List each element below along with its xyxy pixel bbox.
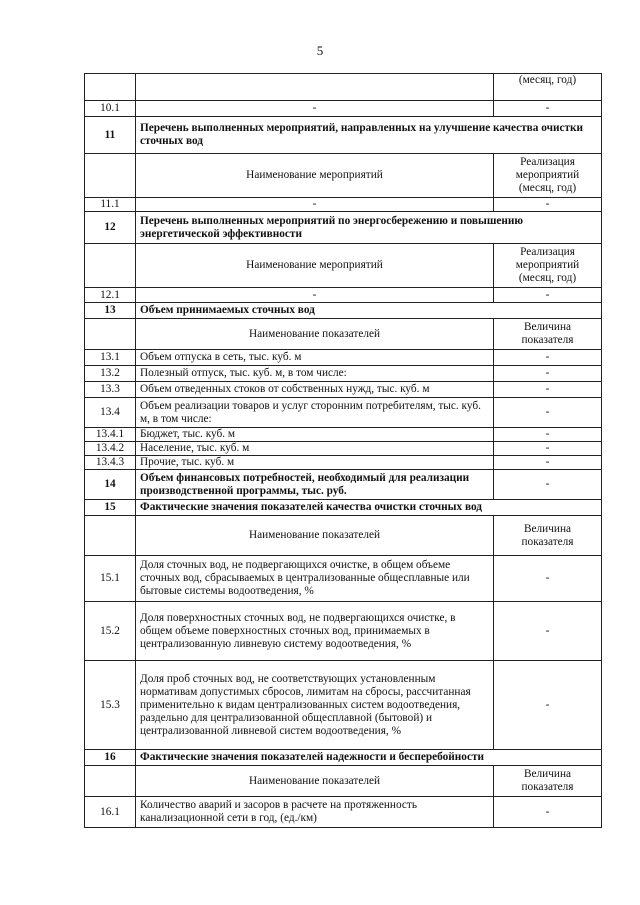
row-text: - bbox=[136, 288, 494, 303]
column-header-name: Наименование показателей bbox=[136, 766, 494, 797]
row-number: 13.4.2 bbox=[85, 442, 136, 456]
row-value: - bbox=[494, 602, 602, 661]
section-title: Перечень выполненных мероприятий, направленных на улучшение качества очистки сточных вод bbox=[136, 117, 602, 154]
section-row bbox=[85, 212, 602, 244]
column-header-value: Реализация мероприятий (месяц, год) bbox=[494, 154, 602, 198]
name-cell bbox=[136, 74, 494, 101]
row-number: 13.4 bbox=[85, 398, 136, 428]
section-title: Объем финансовых потребностей, необходимый для реализации производственной программы, тыс. руб. bbox=[136, 470, 494, 500]
section-row bbox=[85, 470, 602, 500]
column-header-value: Реализация мероприятий (месяц, год) bbox=[494, 244, 602, 288]
section-title: Фактические значения показателей надежности и бесперебойности bbox=[136, 750, 602, 766]
table-row bbox=[85, 101, 602, 117]
section-number: 15 bbox=[85, 500, 136, 516]
row-value: - bbox=[494, 797, 602, 828]
row-value: - bbox=[494, 442, 602, 456]
row-text: Объем реализации товаров и услуг сторонним потребителям, тыс. куб. м, в том числе: bbox=[136, 398, 494, 428]
number-cell bbox=[85, 516, 136, 556]
table-row bbox=[85, 456, 602, 470]
row-number: 13.2 bbox=[85, 366, 136, 382]
section-row bbox=[85, 117, 602, 154]
table-row bbox=[85, 382, 602, 398]
row-value: - bbox=[494, 198, 602, 212]
row-number: 15.3 bbox=[85, 661, 136, 750]
column-header-name: Наименование показателей bbox=[136, 516, 494, 556]
row-number: 13.4.3 bbox=[85, 456, 136, 470]
row-text: Количество аварий и засоров в расчете на протяженность канализационной сети в год, (ед./км) bbox=[136, 797, 494, 828]
section-number: 12 bbox=[85, 212, 136, 244]
number-cell bbox=[85, 74, 136, 101]
number-cell bbox=[85, 244, 136, 288]
row-value: - bbox=[494, 661, 602, 750]
table-row bbox=[85, 602, 602, 661]
header-row bbox=[85, 244, 602, 288]
row-text: Доля сточных вод, не подвергающихся очистке, в общем объеме сточных вод, сбрасываемых в централизованные общесплавные или бытовые системы водоотведения, % bbox=[136, 556, 494, 602]
header-row bbox=[85, 516, 602, 556]
row-text: Доля поверхностных сточных вод, не подвергающихся очистке, в общем объеме поверхностных сточных вод, принимаемых в централизованную ливневую систему водоотведения, % bbox=[136, 602, 494, 661]
column-header-implementation: (месяц, год) bbox=[494, 74, 602, 101]
row-text: - bbox=[136, 101, 494, 117]
header-row bbox=[85, 154, 602, 198]
row-text: Прочие, тыс. куб. м bbox=[136, 456, 494, 470]
row-text: Доля проб сточных вод, не соответствующих установленным нормативам допустимых сбросов, лимитам на сбросы, рассчитанная применительно к видам централизованных систем водоотведения, раздельно для централизованной общесплавной (бытовой) и централизованной ливневой систем водоотведения, % bbox=[136, 661, 494, 750]
row-text: Объем отпуска в сеть, тыс. куб. м bbox=[136, 350, 494, 366]
column-header-name: Наименование мероприятий bbox=[136, 154, 494, 198]
row-value: - bbox=[494, 366, 602, 382]
row-value: - bbox=[494, 101, 602, 117]
section-row bbox=[85, 303, 602, 319]
row-number: 13.1 bbox=[85, 350, 136, 366]
section-title: Фактические значения показателей качества очистки сточных вод bbox=[136, 500, 602, 516]
row-number: 12.1 bbox=[85, 288, 136, 303]
table-row bbox=[85, 661, 602, 750]
column-header-value: Величина показателя bbox=[494, 516, 602, 556]
row-value: - bbox=[494, 398, 602, 428]
number-cell bbox=[85, 319, 136, 350]
section-number: 16 bbox=[85, 750, 136, 766]
row-text: Полезный отпуск, тыс. куб. м, в том числе: bbox=[136, 366, 494, 382]
production-program-table bbox=[84, 73, 602, 828]
row-text: - bbox=[136, 198, 494, 212]
table-row bbox=[85, 366, 602, 382]
row-text: Бюджет, тыс. куб. м bbox=[136, 428, 494, 442]
row-value: - bbox=[494, 470, 602, 500]
number-cell bbox=[85, 154, 136, 198]
table-row bbox=[85, 74, 602, 101]
section-number: 13 bbox=[85, 303, 136, 319]
number-cell bbox=[85, 766, 136, 797]
table-row bbox=[85, 198, 602, 212]
row-value: - bbox=[494, 456, 602, 470]
row-value: - bbox=[494, 428, 602, 442]
table-row bbox=[85, 398, 602, 428]
table-row bbox=[85, 797, 602, 828]
row-number: 13.4.1 bbox=[85, 428, 136, 442]
header-row bbox=[85, 319, 602, 350]
page-number: 5 bbox=[316, 43, 324, 58]
column-header-value: Величина показателя bbox=[494, 766, 602, 797]
row-number: 16.1 bbox=[85, 797, 136, 828]
table-row bbox=[85, 288, 602, 303]
section-title: Объем принимаемых сточных вод bbox=[136, 303, 602, 319]
row-number: 11.1 bbox=[85, 198, 136, 212]
column-header-value: Величина показателя bbox=[494, 319, 602, 350]
row-number: 13.3 bbox=[85, 382, 136, 398]
section-number: 11 bbox=[85, 117, 136, 154]
row-value: - bbox=[494, 556, 602, 602]
row-number: 15.2 bbox=[85, 602, 136, 661]
row-value: - bbox=[494, 288, 602, 303]
row-value: - bbox=[494, 382, 602, 398]
column-header-name: Наименование мероприятий bbox=[136, 244, 494, 288]
row-value: - bbox=[494, 350, 602, 366]
column-header-name: Наименование показателей bbox=[136, 319, 494, 350]
section-row bbox=[85, 750, 602, 766]
header-row bbox=[85, 766, 602, 797]
row-text: Население, тыс. куб. м bbox=[136, 442, 494, 456]
row-number: 10.1 bbox=[85, 101, 136, 117]
row-text: Объем отведенных стоков от собственных нужд, тыс. куб. м bbox=[136, 382, 494, 398]
table-row bbox=[85, 556, 602, 602]
row-number: 15.1 bbox=[85, 556, 136, 602]
section-row bbox=[85, 500, 602, 516]
table-row bbox=[85, 428, 602, 442]
table-row bbox=[85, 442, 602, 456]
section-number: 14 bbox=[85, 470, 136, 500]
section-title: Перечень выполненных мероприятий по энергосбережению и повышению энергетической эффективности bbox=[136, 212, 602, 244]
table-row bbox=[85, 350, 602, 366]
